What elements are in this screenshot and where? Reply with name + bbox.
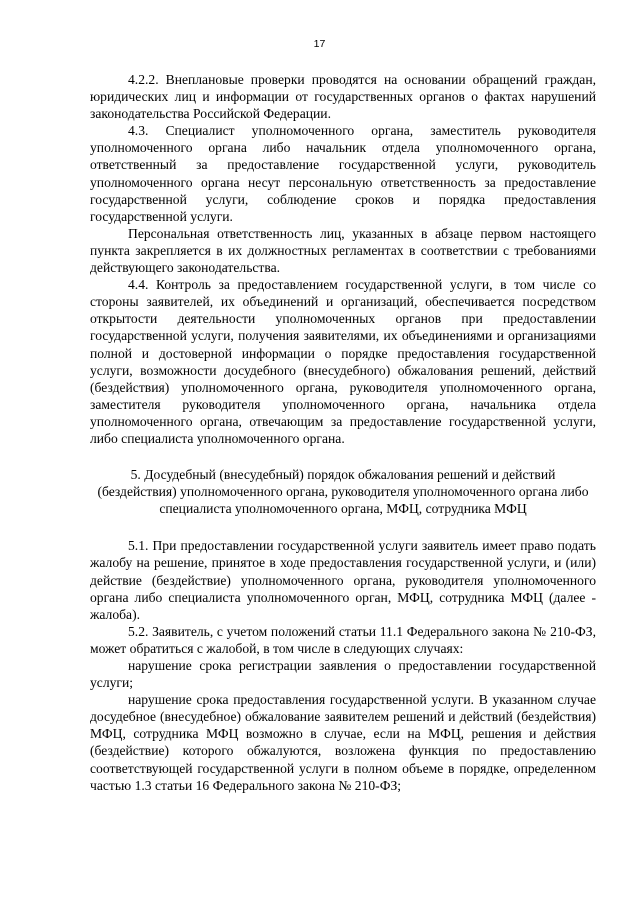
paragraph-personal-responsibility: Персональная ответственность лиц, указанных в абзаце первом настоящего пункта закрепляется в их должностных регламентах в соответствии с требованиями действующего законодательства. <box>90 225 596 276</box>
list-item-service-delay: нарушение срока предоставления государственной услуги. В указанном случае досудебное (внесудебное) обжалование заявителем решений и действий (бездействия) МФЦ, сотрудника МФЦ возможно в случае, если на МФЦ, решения и действия (бездействие) которого обжалуются, возложена функция по предоставлению соответствующей государственной услуги в полном объеме в порядке, определенном частью 1.3 статьи 16 Федерального закона № 210-ФЗ; <box>90 692 596 793</box>
list-item-registration-delay: нарушение срока регистрации заявления о предоставлении государственной услуги; <box>90 658 596 691</box>
paragraph-4-3: 4.3. Специалист уполномоченного органа, заместитель руководителя уполномоченного органа либо начальник отдела уполномоченного органа, ответственный за предоставление государственной услуги, руководитель уполномоченного органа несут персональную ответственность за предоставление государственной услуги, соблюдение сроков и порядка предоставления государственной услуги. <box>90 123 596 224</box>
paragraph-5-2: 5.2. Заявитель, с учетом положений статьи 11.1 Федерального закона № 210-ФЗ, может обратиться с жалобой, в том числе в следующих случаях: <box>90 623 596 656</box>
paragraph-4-4: 4.4. Контроль за предоставлением государственной услуги, в том числе со стороны заявителей, их объединений и организаций, обеспечивается посредством открытости деятельности уполномоченных органов при предоставлении государственной услуги, получения заявителями, их объединениями и организациями полной и достоверной информации о порядке предоставления государственной услуги, возможности досудебного (внесудебного) обжалования решений, действий (бездействия) уполномоченного органа, руководителя уполномоченного органа, заместителя руководителя уполномоченного органа, начальника отдела уполномоченного органа, отвечающим за предоставление государственной услуги, либо специалиста уполномоченного органа. <box>90 277 596 446</box>
paragraph-4-2-2: 4.2.2. Внеплановые проверки проводятся на основании обращений граждан, юридических лиц и информации от государственных органов о фактах нарушений законодательства Российской Федерации. <box>90 72 596 122</box>
document-body <box>90 71 596 794</box>
page-number: 17 <box>313 38 326 50</box>
paragraph-5-1: 5.1. При предоставлении государственной услуги заявитель имеет право подать жалобу на решение, принятое в ходе предоставления государственной услуги, и (или) действие (бездействие) уполномоченного органа, руководителя уполномоченного органа либо специалиста уполномоченного орган, МФЦ, сотрудника МФЦ (далее - жалоба). <box>90 538 596 622</box>
section-5-heading: 5. Досудебный (внесудебный) порядок обжалования решений и действий (бездействия) уполномоченного органа, руководителя уполномоченного органа либо специалиста уполномоченного органа, МФЦ, сотрудника МФЦ <box>97 467 589 517</box>
